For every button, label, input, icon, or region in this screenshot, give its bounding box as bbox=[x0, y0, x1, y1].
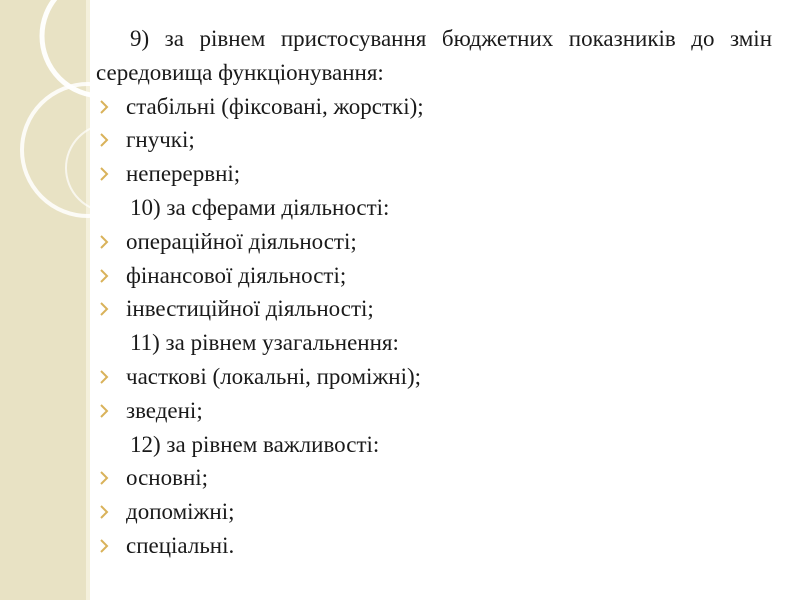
list-activity bbox=[96, 225, 772, 326]
section-heading: 10) за сферами діяльності: bbox=[130, 194, 390, 220]
slide-content bbox=[96, 22, 772, 563]
list-item bbox=[96, 90, 772, 124]
list-item bbox=[96, 529, 772, 563]
section-heading: 12) за рівнем важливості: bbox=[130, 431, 380, 457]
intro-paragraph: 9) за рівнем пристосування бюджетних показників до змін середовища функціонування: bbox=[96, 26, 772, 85]
list-item-label: операційної діяльності; bbox=[126, 228, 357, 254]
list-item bbox=[96, 360, 772, 394]
arrow-bullet-icon bbox=[96, 470, 112, 486]
list-item-label: стабільні (фіксовані, жорсткі); bbox=[126, 93, 424, 119]
list-item-label: неперервні; bbox=[126, 161, 241, 187]
arrow-bullet-icon bbox=[96, 301, 112, 317]
list-item-label: часткові (локальні, проміжні); bbox=[126, 363, 422, 389]
arrow-bullet-icon bbox=[96, 234, 112, 250]
list-item-label: інвестиційної діяльності; bbox=[126, 296, 374, 322]
arrow-bullet-icon bbox=[96, 99, 112, 115]
list-item-label: гнучкі; bbox=[126, 127, 195, 153]
list-item-label: спеціальні. bbox=[126, 532, 235, 558]
section-heading: 11) за рівнем узагальнення: bbox=[130, 330, 399, 356]
list-adaptation bbox=[96, 90, 772, 191]
arrow-bullet-icon bbox=[96, 403, 112, 419]
list-item bbox=[96, 259, 772, 293]
arrow-bullet-icon bbox=[96, 538, 112, 554]
list-item bbox=[96, 225, 772, 259]
list-item-label: допоміжні; bbox=[126, 499, 235, 525]
list-generalization bbox=[96, 360, 772, 428]
arrow-bullet-icon bbox=[96, 132, 112, 148]
list-item bbox=[96, 123, 772, 157]
list-item bbox=[96, 394, 772, 428]
arrow-bullet-icon bbox=[96, 504, 112, 520]
arrow-bullet-icon bbox=[96, 369, 112, 385]
list-importance bbox=[96, 461, 772, 562]
arrow-bullet-icon bbox=[96, 268, 112, 284]
list-item bbox=[96, 157, 772, 191]
list-item-label: фінансової діяльності; bbox=[126, 262, 347, 288]
list-item-label: основні; bbox=[126, 465, 209, 491]
list-item-label: зведені; bbox=[126, 397, 203, 423]
list-item bbox=[96, 461, 772, 495]
list-item bbox=[96, 495, 772, 529]
arrow-bullet-icon bbox=[96, 166, 112, 182]
list-item bbox=[96, 292, 772, 326]
